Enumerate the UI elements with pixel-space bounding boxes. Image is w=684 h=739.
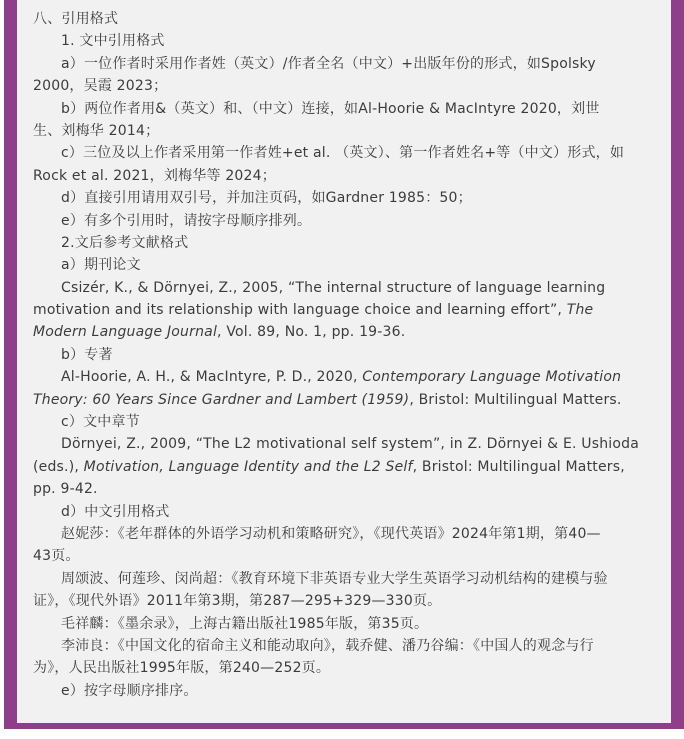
book-reference-line-2 <box>33 389 653 411</box>
left-accent-bar <box>4 0 17 725</box>
journal-volume: , Vol. 89, No. 1, pp. 19-36. <box>217 324 406 341</box>
chinese-reference-1-line-2: 43页。 <box>33 548 80 565</box>
chinese-reference-4-line-2: 为》，人民出版社1995年版，第240—252页。 <box>33 660 331 677</box>
journal-reference-line-1: Csizér, K., & Dörnyei, Z., 2005, “The internal structure of language learning <box>61 279 606 296</box>
document-text <box>33 8 653 702</box>
citation-rule-d: d）直接引用请用双引号，并加注页码，如Gardner 1985：50； <box>61 190 472 207</box>
citation-rule-a-cont: 2000，吴霞 2023； <box>33 78 168 95</box>
right-accent-bar <box>671 0 684 725</box>
reference-type-c: c）文中章节 <box>61 414 140 431</box>
reference-type-d: d）中文引用格式 <box>61 503 170 520</box>
chinese-reference-2-line-2: 证》，《现代外语》2011年第3期，第287—295+329—330页。 <box>33 593 442 610</box>
reference-type-e: e）按字母顺序排序。 <box>61 682 198 699</box>
chapter-editors: (eds.), <box>33 458 84 475</box>
journal-title-start: The <box>566 302 594 319</box>
book-publisher: , Bristol: Multilingual Matters. <box>409 391 622 408</box>
citation-rule-a: a）一位作者时采用作者姓（英文）/作者全名（中文）+出版年份的形式，如Spolsky <box>61 55 596 72</box>
chapter-reference-line-1: Dörnyei, Z., 2009, “The L2 motivational self system”, in Z. Dörnyei & E. Ushioda <box>61 436 640 453</box>
chinese-reference-4-line-1: 李沛良：《中国文化的宿命主义和能动取向》，载乔健、潘乃谷编：《中国人的观念与行 <box>61 637 594 654</box>
content-box <box>17 0 671 723</box>
book-authors: Al-Hoorie, A. H., & MacIntyre, P. D., 2020, <box>61 369 363 386</box>
sub-heading-2: 2.文后参考文献格式 <box>61 234 189 251</box>
journal-reference-line-3 <box>33 321 653 343</box>
chapter-book-title: Motivation, Language Identity and the L2 Self <box>83 458 413 475</box>
bottom-accent-bar <box>4 723 684 729</box>
citation-rule-c: c）三位及以上作者采用第一作者姓+et al. （英文）、第一作者姓名+等（中文）形式，如 <box>61 145 625 162</box>
reference-type-b: b）专著 <box>61 346 113 363</box>
journal-reference-line-2 <box>33 299 653 321</box>
citation-rule-c-cont: Rock et al. 2021，刘梅华等 2024； <box>33 167 276 184</box>
section-title: 八、引用格式 <box>33 11 119 27</box>
chinese-reference-3: 毛祥麟：《墨余录》，上海古籍出版社1985年版，第35页。 <box>61 615 429 632</box>
journal-title: Modern Language Journal <box>33 324 218 341</box>
book-title-start: Contemporary Language Motivation <box>362 369 622 386</box>
citation-rule-b-cont: 生、刘梅华 2014； <box>33 122 160 139</box>
chapter-reference-line-2 <box>33 456 653 478</box>
chinese-reference-1-line-1: 赵妮莎：《老年群体的外语学习动机和策略研究》，《现代英语》2024年第1期，第40— <box>61 525 601 542</box>
chapter-reference-line-3: pp. 9-42. <box>33 481 98 498</box>
journal-reference-text: motivation and its relationship with language choice and learning effort”, <box>33 302 567 319</box>
reference-type-a: a）期刊论文 <box>61 257 141 274</box>
book-title-cont: Theory: 60 Years Since Gardner and Lambert (1959) <box>33 391 410 408</box>
citation-rule-b: b）两位作者用&（英文）和、（中文）连接，如Al-Hoorie & MacIntyre 2020，刘世 <box>61 100 600 117</box>
sub-heading-1: 1. 文中引用格式 <box>61 33 165 50</box>
chapter-publisher: , Bristol: Multilingual Matters, <box>412 458 625 475</box>
book-reference-line-1 <box>33 366 653 388</box>
citation-rule-e: e）有多个引用时，请按字母顺序排列。 <box>61 212 312 229</box>
chinese-reference-2-line-1: 周颂波、何莲珍、闵尚超：《教育环境下非英语专业大学生英语学习动机结构的建模与验 <box>61 570 608 587</box>
